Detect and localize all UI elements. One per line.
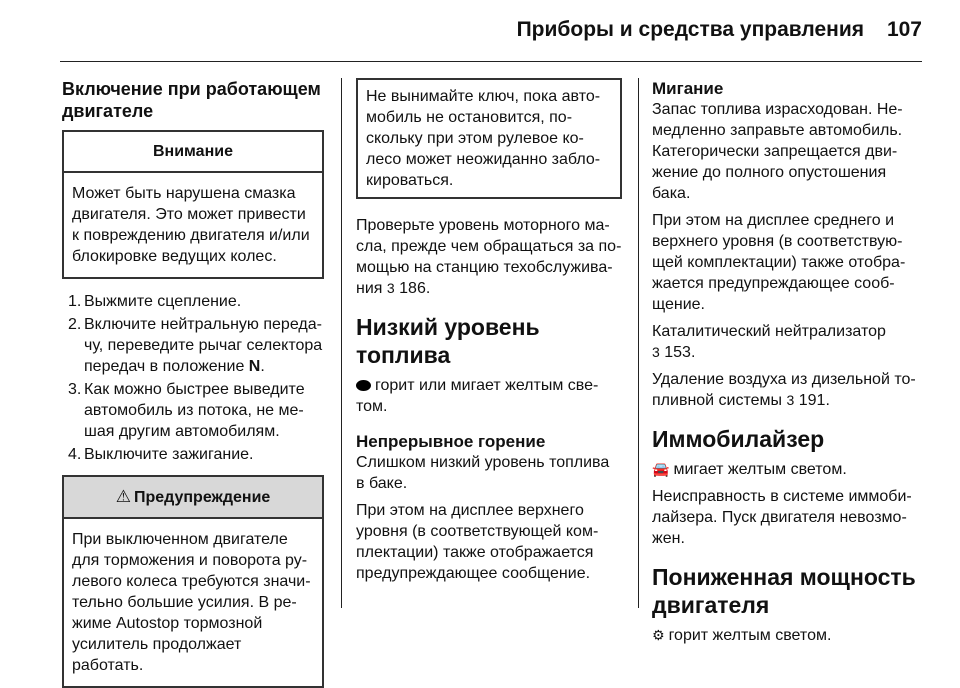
engine-power-icon: ⚙ (652, 627, 665, 643)
diesel-reference: Удаление воздуха из дизельной топливной системы 3 191. (652, 371, 916, 409)
section-heading-immobilizer: Иммобилайзер (652, 426, 825, 452)
notice-body: Не вынимайте ключ, пока автомобиль не остановится, поскольку при этом рулевое колесо может неожиданно заблокироваться. (366, 88, 601, 189)
list-item: 1. Выжмите сцепление. (68, 293, 242, 310)
page-ref-arrow-icon: 3 (386, 280, 395, 296)
immobilizer-status: 🚘 мигает желтым светом. (652, 461, 847, 478)
section-heading-running-engine: Включение при работающем двигателе (62, 79, 321, 121)
immobilizer-text: Неисправность в системе иммобилайзера. Пуск двигателя невозможен. (652, 488, 912, 547)
continuous-text-1: Слишком низкий уровень топлива в баке. (356, 454, 610, 492)
column-2 (356, 78, 622, 590)
steps-list (62, 291, 324, 465)
notice-box (356, 78, 622, 199)
caution-title: Внимание (64, 132, 322, 173)
catalyst-reference: Каталитический нейтрализатор 3 153. (652, 323, 886, 361)
column-3 (652, 78, 924, 652)
page-header-title: Приборы и средства управления (516, 18, 864, 41)
oil-check-paragraph: Проверьте уровень моторного масла, прежде чем обращаться за помощью на станцию техобслуживания 3 186. (356, 217, 622, 297)
column-divider-right (638, 78, 639, 608)
section-heading-low-fuel: Низкий уровень топлива (356, 314, 540, 368)
list-item: 4. Выключите зажигание. (68, 446, 254, 463)
low-fuel-status: горит или мигает желтым светом. (356, 377, 599, 415)
subheading-blinking: Мигание (652, 79, 724, 98)
reduced-power-status: ⚙ горит желтым светом. (652, 627, 832, 644)
car-key-icon: 🚘 (652, 461, 670, 477)
blink-text-1: Запас топлива израсходован. Немедленно заправьте автомобиль. Категорически запрещается движение до полного опустошения бака. (652, 101, 903, 202)
header-rule (60, 61, 922, 62)
fuel-indicator-icon (356, 380, 371, 391)
list-item: 3. Как можно быстрее выведите автомобиль из потока, не мешая другим автомобилям. (68, 381, 305, 440)
caution-body: Может быть нарушена смазка двигателя. Это может привести к повреждению двигателя и/или блокировке ведущих колес. (72, 185, 310, 265)
continuous-text-2: При этом на дисплее верхнего уровня (в соответствующей комплектации) также отображается предупреждающее сообщение. (356, 502, 599, 582)
list-item: 2. Включите нейтральную передачу, переведите рычаг селектора передач в положение N. (68, 316, 323, 375)
column-divider-left (341, 78, 342, 608)
warning-body: При выключенном двигателе для торможения и поворота рулевого колеса требуются значительно большие усилия. В режиме Autostop тормозной усилитель продолжает работать. (72, 531, 311, 674)
page-ref-arrow-icon: 3 (652, 344, 660, 360)
subheading-continuous: Непрерывное горение (356, 432, 546, 451)
warning-box (62, 475, 324, 688)
section-heading-reduced-power: Пониженная мощность двигателя (652, 564, 916, 618)
page-number: 107 (886, 18, 922, 41)
caution-box (62, 130, 324, 279)
warning-title: Предупреждение (133, 489, 271, 506)
blink-text-2: При этом на дисплее среднего и верхнего уровня (в соответствующей комплектации) также отображается предупреждающее сообщение. (652, 212, 906, 313)
warning-header (64, 477, 322, 519)
page-ref-arrow-icon: 3 (786, 392, 795, 408)
column-1 (62, 78, 324, 688)
warning-triangle-icon: ⚠ (115, 487, 131, 506)
